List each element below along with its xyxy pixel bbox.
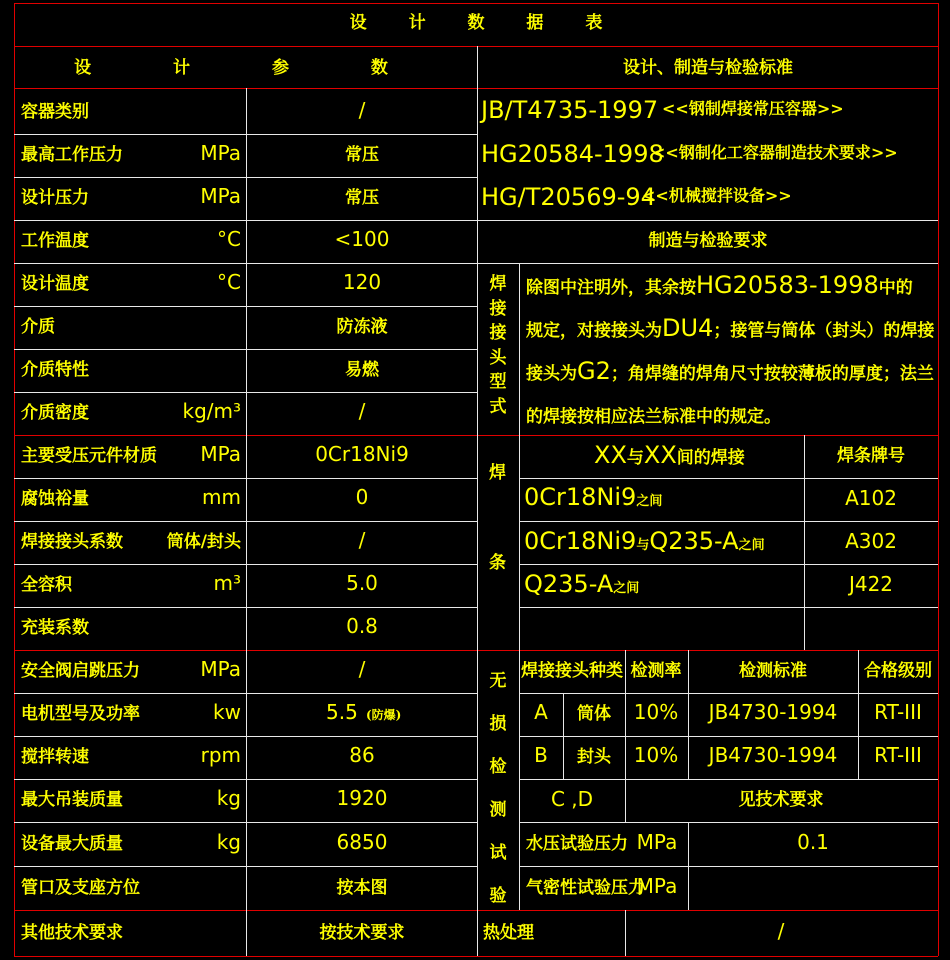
param-value: 86 bbox=[349, 743, 375, 767]
param-name: 设备最大质量 bbox=[21, 834, 123, 854]
param-name: 全容积 bbox=[21, 575, 72, 595]
weld-joint-line: 除图中注明外，其余按HG20583-1998中的 bbox=[526, 271, 913, 299]
param-unit: kg bbox=[216, 830, 241, 854]
param-value: 5.5 bbox=[326, 700, 358, 724]
electrode-row: Q235-A之间 bbox=[524, 570, 640, 598]
param-value: 120 bbox=[342, 270, 382, 294]
param-name: 介质 bbox=[21, 317, 55, 337]
electrode-brand: J422 bbox=[848, 572, 894, 596]
param-value: 0Cr18Ni9 bbox=[315, 442, 409, 466]
electrode-brand-header: 焊条牌号 bbox=[837, 446, 905, 466]
ndt-label: 无损检测 bbox=[489, 671, 507, 820]
param-value: 0 bbox=[355, 485, 369, 509]
ndt-type: A bbox=[534, 700, 548, 724]
param-unit: MPa bbox=[200, 657, 241, 681]
param-value: 6850 bbox=[336, 830, 388, 854]
param-unit: rpm bbox=[200, 743, 241, 767]
test-value: 0.1 bbox=[797, 830, 829, 854]
ndt-standard: JB4730-1994 bbox=[708, 743, 838, 767]
param-value: 常压 bbox=[345, 188, 379, 208]
param-name: 介质特性 bbox=[21, 360, 89, 380]
test-unit: MPa bbox=[636, 874, 678, 898]
test-unit: MPa bbox=[636, 830, 678, 854]
ndt-grade-header: 合格级别 bbox=[864, 661, 932, 681]
param-name: 安全阀启跳压力 bbox=[21, 661, 140, 681]
ndt-grade: RT-III bbox=[874, 743, 922, 767]
ndt-part: 封头 bbox=[577, 747, 611, 767]
ndt-kind-header: 焊接接头种类 bbox=[521, 661, 623, 681]
ndt-cd-type: C ,D bbox=[550, 787, 594, 811]
weld-joint-line: 的焊接按相应法兰标准中的规定。 bbox=[526, 407, 781, 427]
param-name: 设计压力 bbox=[21, 188, 89, 208]
standard-name: <<机械搅拌设备>> bbox=[642, 186, 792, 205]
param-name: 工作温度 bbox=[21, 231, 89, 251]
param-value: 0.8 bbox=[346, 614, 378, 638]
weld-joint-label: 焊接接头型式 bbox=[489, 274, 507, 417]
test-name: 水压试验压力 bbox=[526, 834, 628, 854]
test-label: 试验 bbox=[489, 843, 507, 906]
param-unit: kw bbox=[213, 700, 241, 724]
electrode-brand: A302 bbox=[845, 529, 897, 553]
ndt-grade: RT-III bbox=[874, 700, 922, 724]
param-value: 1920 bbox=[336, 786, 388, 810]
param-name: 最高工作压力 bbox=[21, 145, 123, 165]
electrode-row: 0Cr18Ni9与Q235-A之间 bbox=[524, 527, 765, 555]
standard-code: JB/T4735-1997 bbox=[481, 96, 659, 124]
param-name: 容器类别 bbox=[21, 102, 89, 122]
param-value: / bbox=[358, 98, 366, 122]
standard-code: HG/T20569-94 bbox=[481, 183, 656, 211]
params-header: 设 计 参 数 bbox=[74, 58, 426, 78]
param-name: 主要受压元件材质 bbox=[21, 446, 157, 466]
param-name: 管口及支座方位 bbox=[21, 878, 140, 898]
electrode-header: XX与XX间的焊接 bbox=[594, 441, 745, 469]
param-unit: MPa bbox=[200, 141, 241, 165]
param-unit: MPa bbox=[200, 184, 241, 208]
param-unit: 筒体/封头 bbox=[166, 532, 241, 552]
border-right bbox=[938, 3, 939, 956]
heat-label: 热处理 bbox=[483, 923, 534, 943]
param-value: 易燃 bbox=[345, 360, 379, 380]
electrode-brand: A102 bbox=[845, 486, 897, 510]
weld-joint-line: 规定，对接接头为DU4；接管与筒体（封头）的焊接 bbox=[526, 314, 935, 342]
param-note: (防爆) bbox=[366, 708, 402, 722]
heat-value: / bbox=[777, 919, 785, 943]
param-name: 介质密度 bbox=[21, 403, 89, 423]
ndt-part: 筒体 bbox=[577, 704, 611, 724]
param-unit: MPa bbox=[200, 442, 241, 466]
param-name: 腐蚀裕量 bbox=[21, 489, 89, 509]
ndt-type: B bbox=[534, 743, 548, 767]
standard-code: HG20584-1998 bbox=[481, 140, 664, 168]
param-value: / bbox=[358, 528, 366, 552]
param-name: 其他技术要求 bbox=[21, 923, 123, 943]
param-unit: °C bbox=[217, 227, 241, 251]
ndt-rate: 10% bbox=[633, 700, 679, 724]
border-left bbox=[14, 3, 15, 956]
section-divider-2 bbox=[14, 650, 938, 651]
param-unit: kg/m³ bbox=[182, 399, 241, 423]
ndt-rate-header: 检测率 bbox=[630, 661, 682, 681]
title-divider bbox=[14, 46, 938, 47]
electrode-label-1: 焊 bbox=[489, 463, 506, 483]
page-title: 设 计 数 据 表 bbox=[349, 13, 621, 33]
border-bottom bbox=[14, 956, 938, 957]
param-value: 常压 bbox=[345, 145, 379, 165]
req-header: 制造与检验要求 bbox=[648, 231, 768, 251]
ndt-standard-header: 检测标准 bbox=[739, 661, 807, 681]
test-name: 气密性试验压力 bbox=[526, 878, 645, 898]
param-unit: mm bbox=[202, 485, 241, 509]
param-value: 按本图 bbox=[336, 878, 388, 898]
ndt-rate: 10% bbox=[633, 743, 679, 767]
param-unit: kg bbox=[216, 786, 241, 810]
weld-joint-line: 接头为G2；角焊缝的焊角尺寸按较薄板的厚度；法兰 bbox=[526, 357, 934, 385]
header-divider bbox=[14, 88, 938, 89]
section-divider-1 bbox=[14, 435, 938, 436]
param-value: / bbox=[358, 657, 366, 681]
param-value: 5.0 bbox=[346, 571, 378, 595]
param-value: 按技术要求 bbox=[319, 923, 405, 943]
electrode-label-2: 条 bbox=[489, 553, 506, 573]
param-name: 搅拌转速 bbox=[21, 747, 89, 767]
standard-name: <<钢制化工容器制造技术要求>> bbox=[652, 143, 898, 162]
electrode-row: 0Cr18Ni9之间 bbox=[524, 483, 663, 511]
param-name: 设计温度 bbox=[21, 274, 89, 294]
ndt-standard: JB4730-1994 bbox=[708, 700, 838, 724]
param-value: / bbox=[358, 399, 366, 423]
param-name: 电机型号及功率 bbox=[21, 704, 140, 724]
param-value: <100 bbox=[334, 227, 390, 251]
param-name: 焊接接头系数 bbox=[21, 532, 123, 552]
ndt-cd-note: 见技术要求 bbox=[738, 790, 824, 810]
param-name: 最大吊装质量 bbox=[21, 790, 123, 810]
border-top bbox=[14, 3, 938, 4]
param-value: 防冻液 bbox=[336, 317, 388, 337]
section-divider-3 bbox=[14, 910, 938, 911]
standards-header: 设计、制造与检验标准 bbox=[623, 58, 793, 78]
param-name: 充装系数 bbox=[21, 618, 89, 638]
param-unit: m³ bbox=[213, 571, 241, 595]
standard-name: <<钢制焊接常压容器>> bbox=[662, 99, 844, 118]
param-unit: °C bbox=[217, 270, 241, 294]
